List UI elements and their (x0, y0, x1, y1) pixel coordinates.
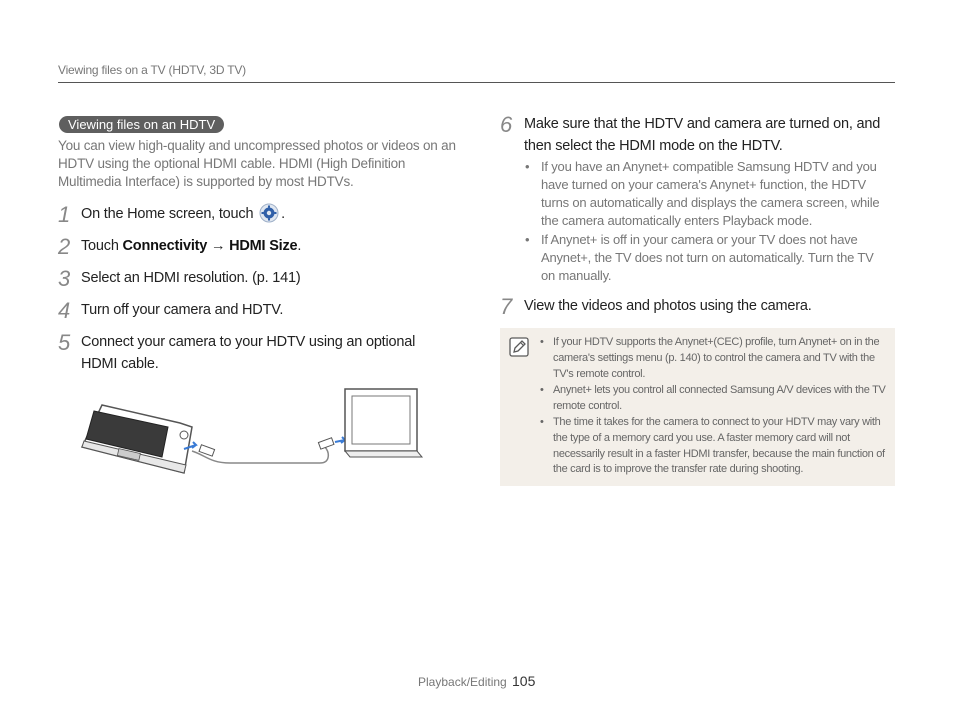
step-6-text: Make sure that the HDTV and camera are turned on, and then select the HDMI mode on the HDTV. (524, 116, 881, 154)
hdtv-illustration (345, 389, 422, 457)
step-5-number: 5 (58, 330, 71, 355)
step-6-bullet-1: • If you have an Anynet+ compatible Samsung HDTV and you have turned on your camera's Anynet+ function, the HDTV turns on automatically and displays the camera screen, while the camera automatically enters Playback mode. (525, 159, 880, 228)
note-box (500, 328, 895, 486)
step-2-menu-hdmi-size: HDMI Size (229, 238, 298, 254)
step-2-text (81, 235, 301, 257)
step-1-pre: On the Home screen, touch (81, 206, 254, 222)
step-1-post: . (281, 206, 286, 222)
camera-hdtv-connection-illustration (80, 385, 425, 475)
step-2-pre: Touch (81, 238, 123, 254)
note-pencil-icon (509, 337, 529, 357)
step-2-post: . (297, 238, 302, 254)
step-1-text (81, 203, 285, 225)
step-4-text: Turn off your camera and HDTV. (81, 302, 284, 318)
step-3-text: Select an HDMI resolution. (p. 141) (81, 270, 301, 286)
note-item-2: • Anynet+ lets you control all connected Samsung A/V devices with the TV remote control. (540, 384, 886, 412)
footer-section-label: Playback/Editing (418, 675, 507, 689)
step-7-text: View the videos and photos using the camera. (524, 298, 812, 314)
section-pill: Viewing files on an HDTV (59, 116, 224, 133)
note-item-3: • The time it takes for the camera to connect to your HDTV may vary with the type of a memory card you use. A faster memory card will not necessarily result in a faster HDMI transfer, because the main function of the card is to improve the transfer rate during shooting. (540, 416, 885, 476)
step-5-text: Connect your camera to your HDTV using an optional HDMI cable. (81, 334, 416, 372)
step-2-arrow: → (207, 238, 230, 254)
step-3-number: 3 (58, 266, 71, 291)
section-intro: You can view high-quality and uncompressed photos or videos on an HDTV using the optional HDMI cable. HDMI (High Definition Multimedia Interface) is supported by most HDTVs. (58, 138, 456, 189)
settings-gear-icon[interactable] (259, 203, 279, 223)
step-7-number: 7 (500, 294, 513, 319)
step-2-number: 2 (58, 234, 71, 259)
step-2-menu-connectivity: Connectivity (122, 238, 208, 254)
step-4-number: 4 (58, 298, 71, 323)
footer-page-number: 105 (512, 673, 536, 689)
camera-illustration (82, 405, 192, 473)
note-item-1: • If your HDTV supports the Anynet+(CEC) profile, turn Anynet+ on in the camera's settings menu (p. 140) to control the camera and TV with the TV's remote control. (540, 336, 880, 380)
step-6-number: 6 (500, 112, 513, 137)
header-divider (58, 82, 895, 83)
step-1-number: 1 (58, 202, 71, 227)
page-header-title: Viewing files on a TV (HDTV, 3D TV) (58, 63, 246, 77)
step-6-bullet-2: • If Anynet+ is off in your camera or your TV does not have Anynet+, the TV does not turn on automatically. Turn the TV on manually. (525, 232, 874, 283)
